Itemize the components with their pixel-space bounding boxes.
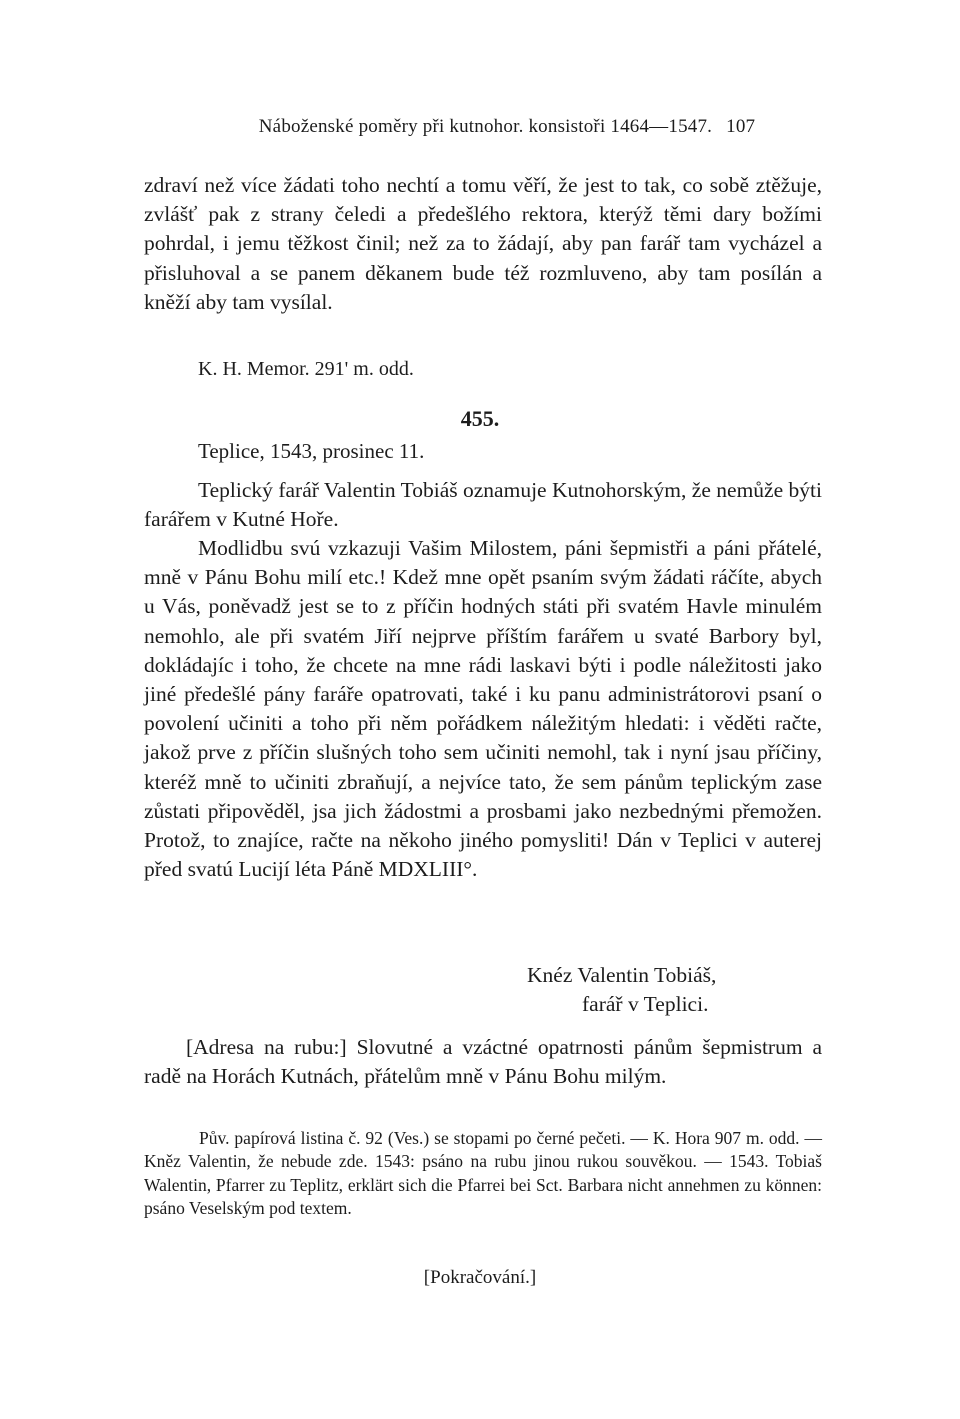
letter-text: Modlidbu svú vzkazuji Vašim Milostem, páni šepmistři a páni přátelé, mně v Pánu Bohu milí etc.! Kdež mne opět psaním svým žádati ráčíte, abych u Vás, poněvadž jest se to z příčin hodných státi při svatém Havle minulém nemohlo, ale při svatém Jiří nejprve příštím farářem u svaté Barbory byl, dokládajíc i toho, že chcete na mne rádi laskavi býti i podle náležitosti jako jiné předešlé pány faráře opatrovati, také i ku panu administrátorovi psaní o povolení učiniti a toho při něm pořádkem náležitým hledati: i věděti račte, jakož prve z příčin slušných toho sem učiniti nemohl, tak i nyní jsau příčiny, kteréž mně to učiniti zbraňují, a nejvíce tato, že sem pánům teplickým zase zůstati připověděl, jsa jich žádostmi a prosbami jako nezbednými přemožen. Protož, to znajíce, račte na někoho jiného pomysliti! Dán v Teplici v auterej před svatú Lucijí léta Páně MDXLIII°. [144,536,822,882]
header-title: Náboženské poměry při kutnohor. konsistoři 1464—1547. [258,116,713,137]
signature-title: farář v Teplici. [582,992,709,1016]
signature-name: Knéz Valentin Tobiáš, [527,963,717,987]
source-footnote: Pův. papírová listina č. 92 (Ves.) se stopami po černé pečeti. — K. Hora 907 m. odd. — Kněz Valentin, že nebude zde. 1543: psáno na rubu jinou rukou souvěkou. — 1543. Tobiaš Walentin, Pfarrer zu Teplitz, erklärt sich die Pfarrei bei Sct. Barbara nicht annehmen zu können: psáno Veselským pod textem. [144,1128,822,1218]
page-number: 107 [726,116,756,137]
address-note: [Adresa na rubu:] Slovutné a vzáctné opatrnosti pánům šepmistrum a radě na Horách Kutnách, přátelům mně v Pánu Bohu milým. [144,1035,822,1089]
place-date: Teplice, 1543, prosinec 11. [198,439,425,463]
document-summary: Teplický farář Valentin Tobiáš oznamuje Kutnohorským, že nemůže býti farářem v Kutné Hoře. [144,478,822,532]
archive-reference: K. H. Memor. 291' m. odd. [198,358,414,380]
running-header [192,116,822,138]
continuation-note: [Pokračování.] [423,1267,537,1288]
document-number: 455. [460,406,500,431]
paragraph-continuation: zdraví než více žádati toho nechtí a tomu věří, že jest to tak, co sobě ztěžuje, zvlášť pak z strany čeledi a předešlého rektora, kterýž těmi dary božími pohrdal, i jemu těžkost činil; než za to žádají, aby pan farář tam vycházel a přisluhoval a se panem děkanem bude též rozmluveno, aby tam posílán a kněží aby tam vysílal. [144,173,822,314]
